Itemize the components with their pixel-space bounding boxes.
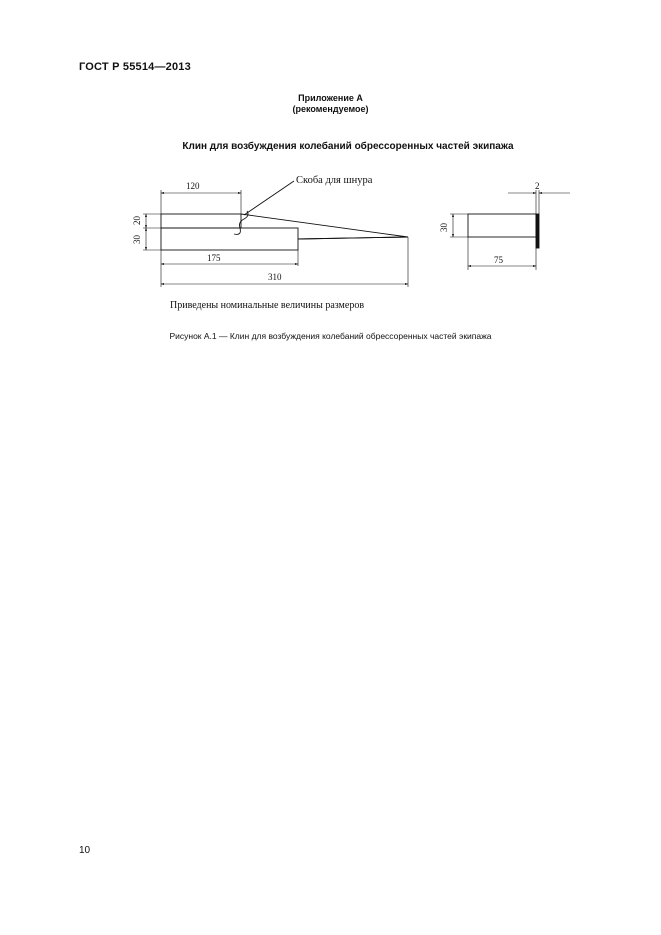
wedge-upper-block xyxy=(161,214,241,228)
dim-label-310: 310 xyxy=(268,272,282,282)
end-view xyxy=(450,190,570,270)
dim-label-20: 20 xyxy=(132,216,142,225)
section-title: Клин для возбуждения колебаний обрессоренных частей экипажа xyxy=(182,141,514,152)
annex-title: Приложение А xyxy=(298,93,363,103)
dim-label-end-30: 30 xyxy=(439,223,449,232)
drawing-note: Приведены номинальные величины размеров xyxy=(170,300,365,311)
standard-header: ГОСТ Р 55514—2013 xyxy=(79,61,191,73)
dim-label-2: 2 xyxy=(535,181,540,191)
wedge-taper xyxy=(241,214,408,239)
callout-leader xyxy=(244,181,294,215)
callout-label: Скоба для шнура xyxy=(296,175,373,186)
dim-label-75: 75 xyxy=(494,255,503,265)
end-view-plate xyxy=(536,214,539,248)
dim-label-30: 30 xyxy=(132,235,142,244)
dim-label-120: 120 xyxy=(186,181,200,191)
figure-caption: Рисунок А.1 — Клин для возбуждения колебаний обрессоренных частей экипажа xyxy=(169,331,492,341)
wedge-lower-block xyxy=(161,228,298,250)
page-number: 10 xyxy=(79,845,91,856)
end-view-block xyxy=(468,214,536,237)
annex-subtitle: (рекомендуемое) xyxy=(292,104,369,114)
dim-label-175: 175 xyxy=(207,253,221,263)
